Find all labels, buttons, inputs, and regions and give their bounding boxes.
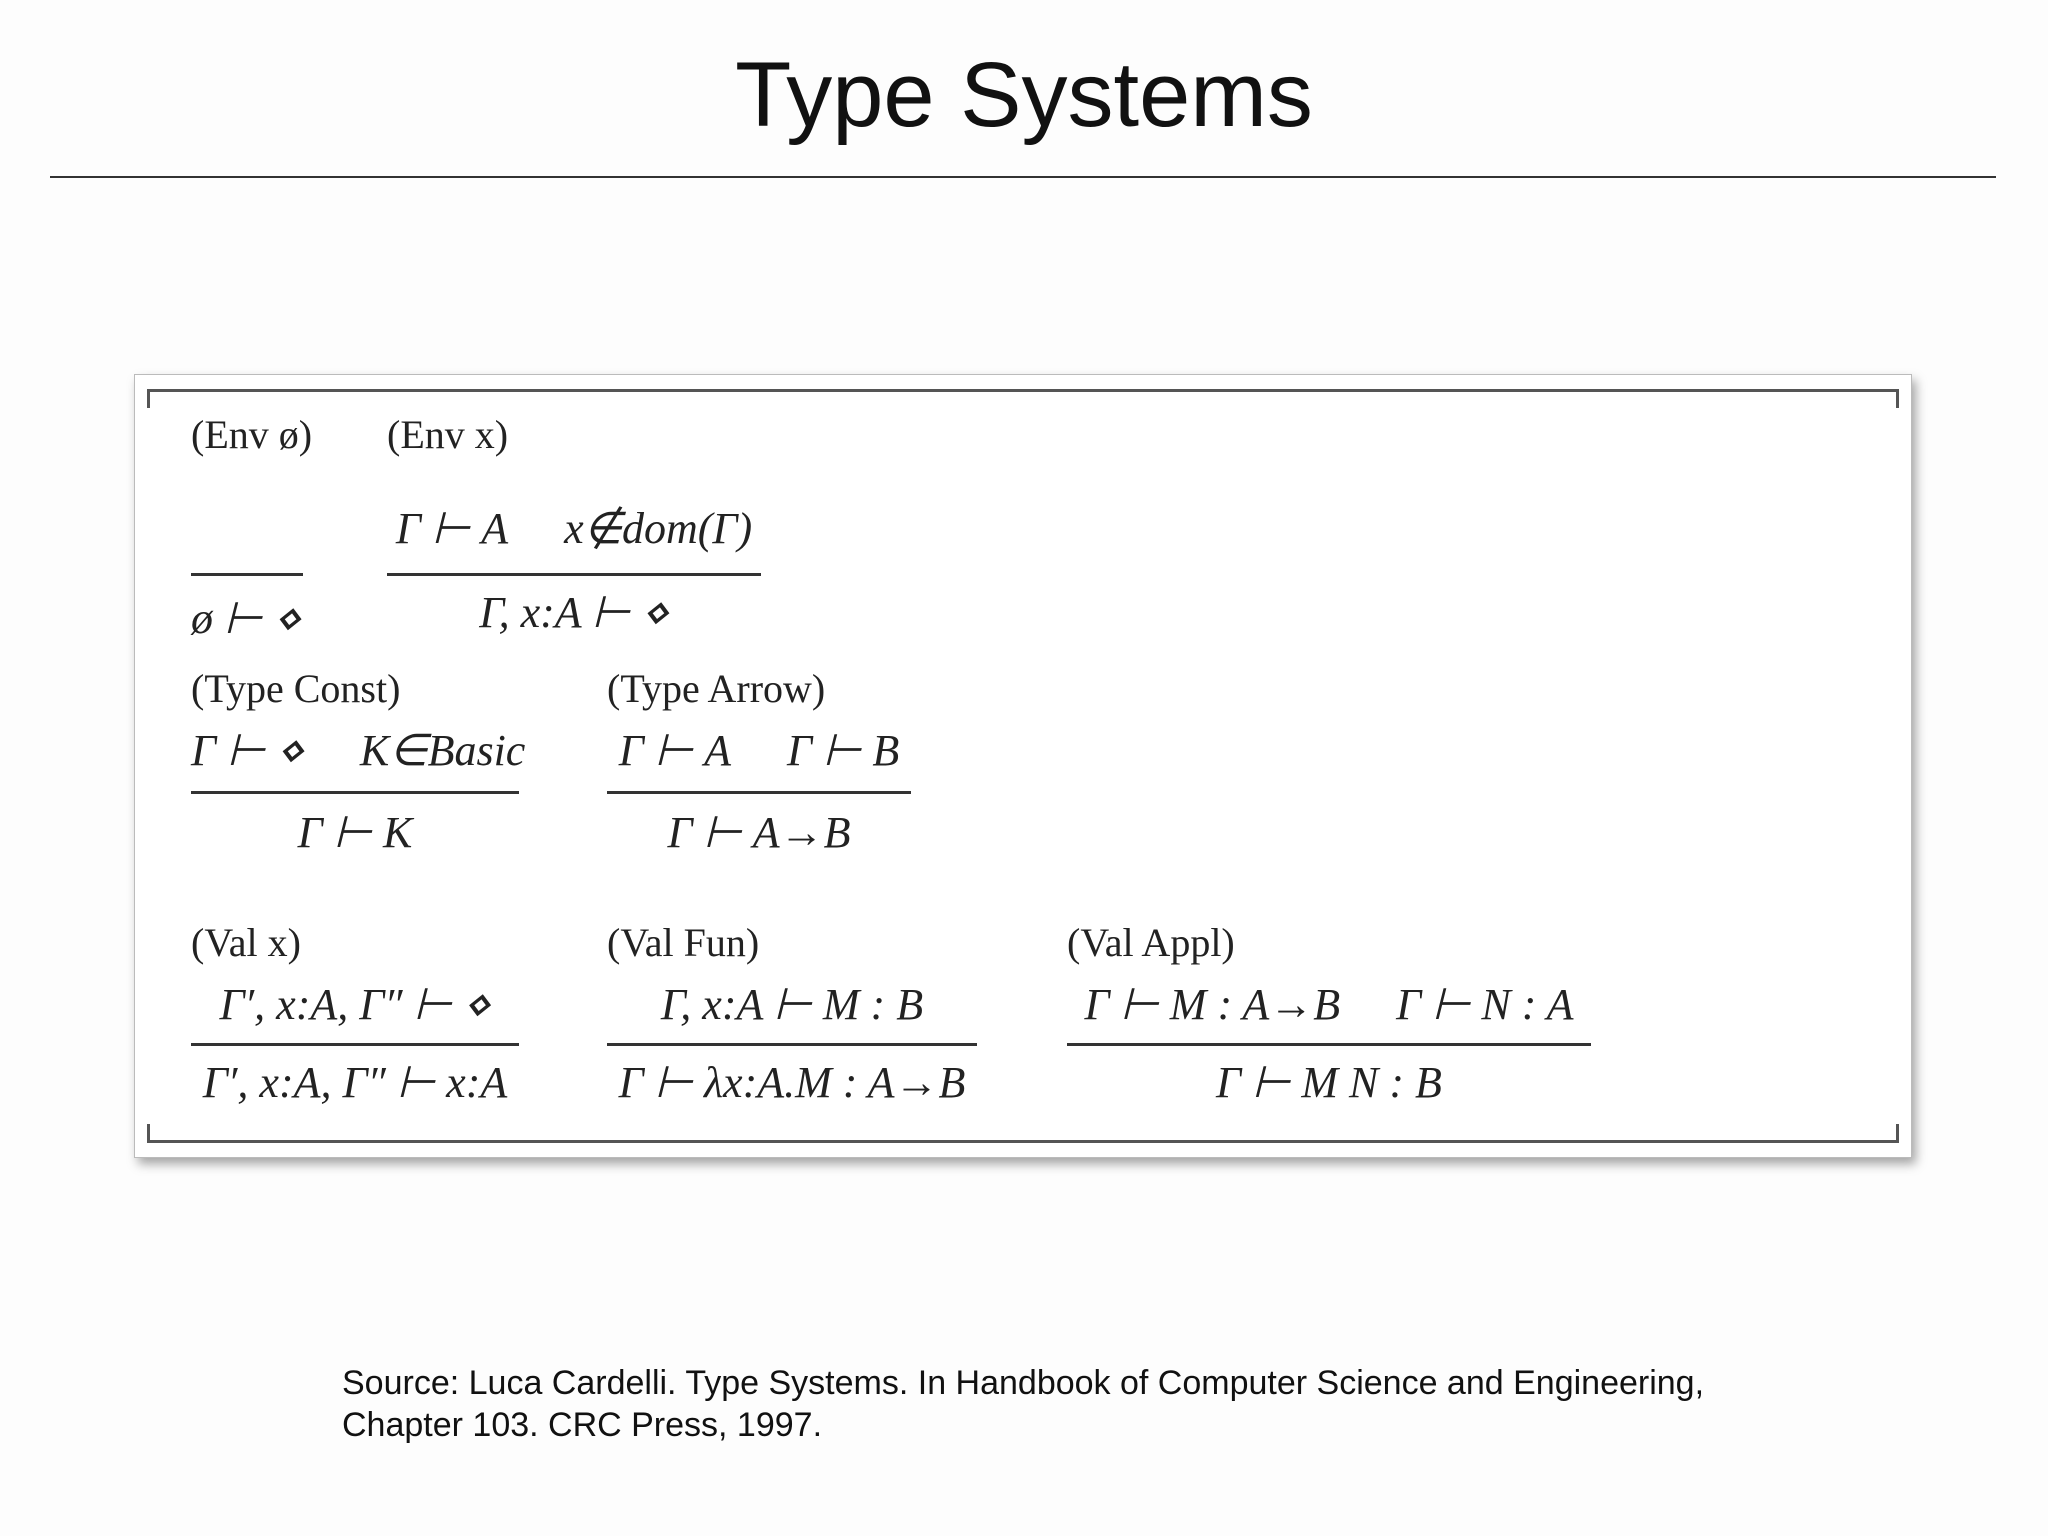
rule-conclusion: Γ ⊢ M N : B <box>1216 1058 1442 1107</box>
rule-name: (Env ø) <box>191 412 313 457</box>
frame-corner <box>147 389 166 408</box>
frame-corner <box>1880 389 1899 408</box>
slide-title: Type Systems <box>735 44 1313 146</box>
frame-top-edge <box>147 389 1899 392</box>
rule-name: (Val Appl) <box>1067 920 1235 965</box>
inference-line <box>191 1043 519 1046</box>
inference-line <box>387 573 761 576</box>
rule-conclusion: Γ ⊢ A→B <box>667 808 851 857</box>
rule-premises <box>387 503 761 555</box>
rule-name: (Val Fun) <box>607 920 760 965</box>
rule-premise: Γ, x:A ⊢ M : B <box>660 980 924 1029</box>
rule-name: (Type Const) <box>191 666 401 711</box>
inference-line <box>1067 1043 1591 1046</box>
rule-premises <box>607 725 911 777</box>
title-divider <box>50 176 1996 178</box>
frame-corner <box>1880 1124 1899 1143</box>
rule-conclusion: Γ′, x:A, Γ″ ⊢ x:A <box>202 1058 508 1107</box>
rule-premise: K∈Basic <box>359 726 526 775</box>
rule-val-fun <box>607 919 977 1107</box>
source-line: Chapter 103. CRC Press, 1997. <box>342 1406 823 1444</box>
rule-type-const <box>191 665 526 857</box>
source-line: Source: Luca Cardelli. Type Systems. In Handbook of Computer Science and Engineering, <box>342 1364 1705 1402</box>
rule-name: (Type Arrow) <box>607 666 826 711</box>
rule-premise: Γ ⊢ A <box>395 504 509 553</box>
rule-conclusion: Γ, x:A ⊢ ⋄ <box>479 588 669 637</box>
rule-premises <box>191 725 526 777</box>
inference-line <box>191 791 519 794</box>
rule-premise: Γ ⊢ M : A→B <box>1084 980 1341 1029</box>
inference-line <box>607 1043 977 1046</box>
rule-premise: x∉dom(Γ) <box>564 504 753 553</box>
rule-name: (Env x) <box>387 412 509 457</box>
rule-val-appl <box>1067 919 1591 1107</box>
rule-conclusion: ø ⊢ ⋄ <box>191 594 301 643</box>
rule-premise: Γ′, x:A, Γ″ ⊢ ⋄ <box>219 980 491 1029</box>
inference-line <box>191 573 303 576</box>
rule-type-arrow <box>607 665 911 857</box>
rule-premise: Γ ⊢ B <box>787 726 900 775</box>
rule-env-x <box>387 411 761 637</box>
rule-premises <box>1067 979 1591 1031</box>
rule-name: (Val x) <box>191 920 301 965</box>
inference-line <box>607 791 911 794</box>
frame-corner <box>147 1124 166 1143</box>
rule-val-x <box>191 919 519 1107</box>
rule-conclusion: Γ ⊢ λx:A.M : A→B <box>618 1058 966 1107</box>
rule-env-empty <box>191 411 313 643</box>
rule-premise: Γ ⊢ N : A <box>1396 980 1574 1029</box>
rule-premise: Γ ⊢ ⋄ <box>191 726 304 775</box>
source-citation <box>342 1362 1742 1446</box>
typing-rules-figure <box>134 374 1912 1158</box>
rule-conclusion: Γ ⊢ K <box>297 808 413 857</box>
frame-bottom-edge <box>147 1140 1899 1143</box>
rule-premise: Γ ⊢ A <box>618 726 731 775</box>
